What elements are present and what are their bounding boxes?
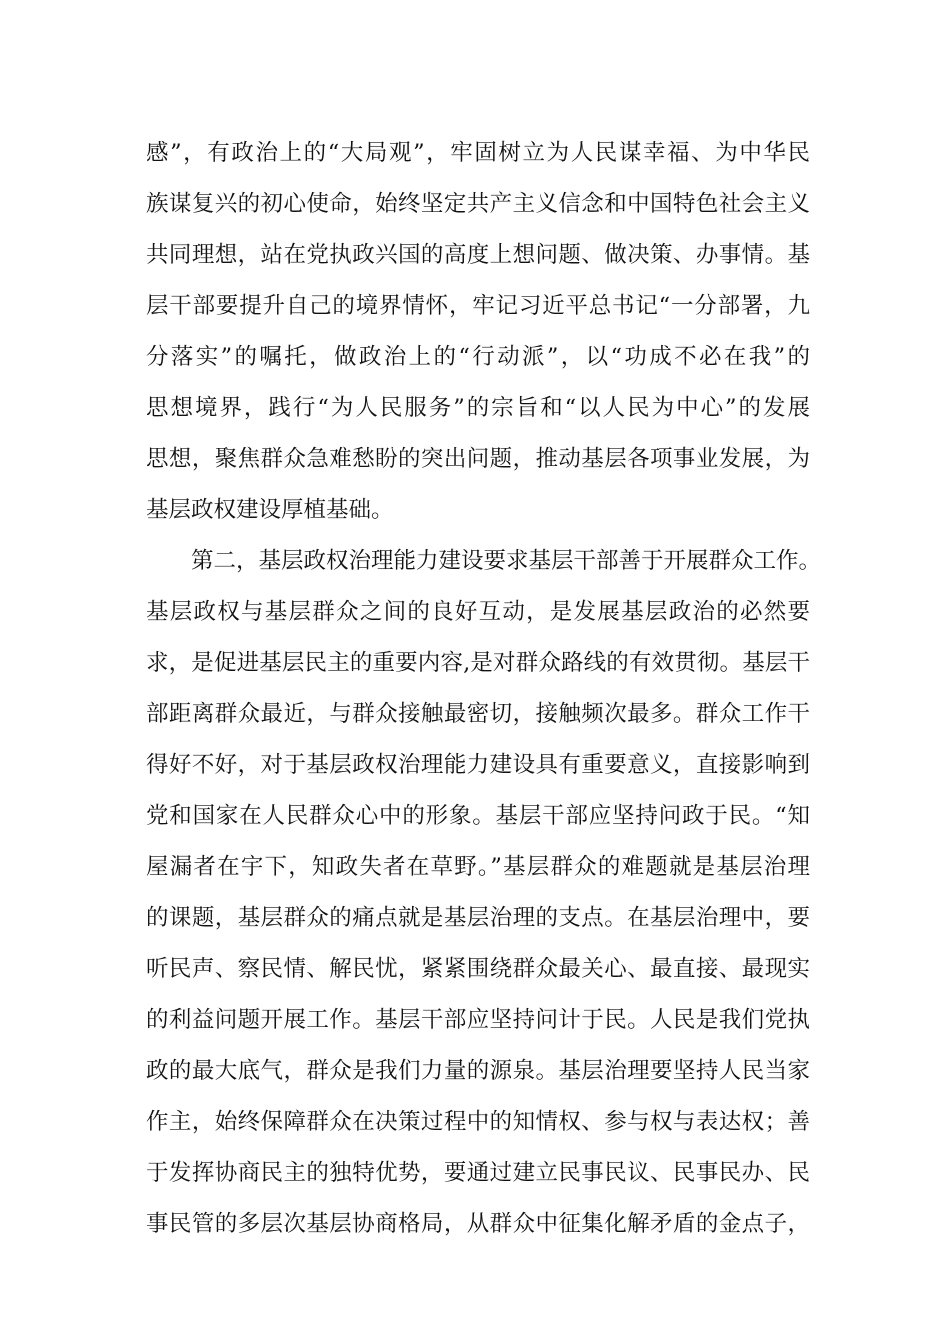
text-line: 屋漏者在宇下，知政失者在草野。”基层群众的难题就是基层治理: [146, 854, 810, 880]
text-line: 于发挥协商民主的独特优势，要通过建立民事民议、民事民办、民: [146, 1160, 810, 1186]
text-line: 得好不好，对于基层政权治理能力建设具有重要意义，直接影响到: [146, 752, 810, 778]
text-line: 族谋复兴的初心使命，始终坚定共产主义信念和中国特色社会主义: [146, 191, 810, 217]
text-line: 思想境界，践行“为人民服务”的宗旨和“以人民为中心”的发展: [146, 395, 810, 421]
text-line: 党和国家在人民群众心中的形象。基层干部应坚持问政于民。“知: [146, 803, 810, 829]
text-line: 的利益问题开展工作。基层干部应坚持问计于民。人民是我们党执: [146, 1007, 810, 1033]
text-line: 基层政权与基层群众之间的良好互动，是发展基层政治的必然要: [146, 599, 810, 625]
text-line: 政的最大底气，群众是我们力量的源泉。基层治理要坚持人民当家: [146, 1058, 810, 1084]
text-line: 分落实”的嘱托，做政治上的“行动派”，以“功成不必在我”的: [146, 344, 810, 370]
text-line: 的课题，基层群众的痛点就是基层治理的支点。在基层治理中，要: [146, 905, 810, 931]
text-line: 思想，聚焦群众急难愁盼的突出问题，推动基层各项事业发展，为: [146, 446, 810, 472]
text-line: 听民声、察民情、解民忧，紧紧围绕群众最关心、最直接、最现实: [146, 956, 810, 982]
text-line: 层干部要提升自己的境界情怀，牢记习近平总书记“一分部署，九: [146, 293, 810, 319]
text-line: 共同理想，站在党执政兴国的高度上想问题、做决策、办事情。基: [146, 242, 810, 268]
text-line: 作主，始终保障群众在决策过程中的知情权、参与权与表达权；善: [146, 1109, 810, 1135]
paragraph-1: [146, 128, 810, 536]
body-text: [146, 128, 822, 1250]
paragraph-2: [146, 536, 822, 1250]
text-line: 感”，有政治上的“大局观”，牢固树立为人民谋幸福、为中华民: [146, 140, 810, 166]
text-line: 基层政权建设厚植基础。: [146, 497, 394, 523]
text-line: 部距离群众最近，与群众接触最密切，接触频次最多。群众工作干: [146, 701, 810, 727]
text-line: 事民管的多层次基层协商格局，从群众中征集化解矛盾的金点子，: [146, 1211, 810, 1237]
text-line: 第二，基层政权治理能力建设要求基层干部善于开展群众工作。: [146, 548, 822, 574]
text-line: 求，是促进基层民主的重要内容,是对群众路线的有效贯彻。基层干: [146, 650, 810, 676]
